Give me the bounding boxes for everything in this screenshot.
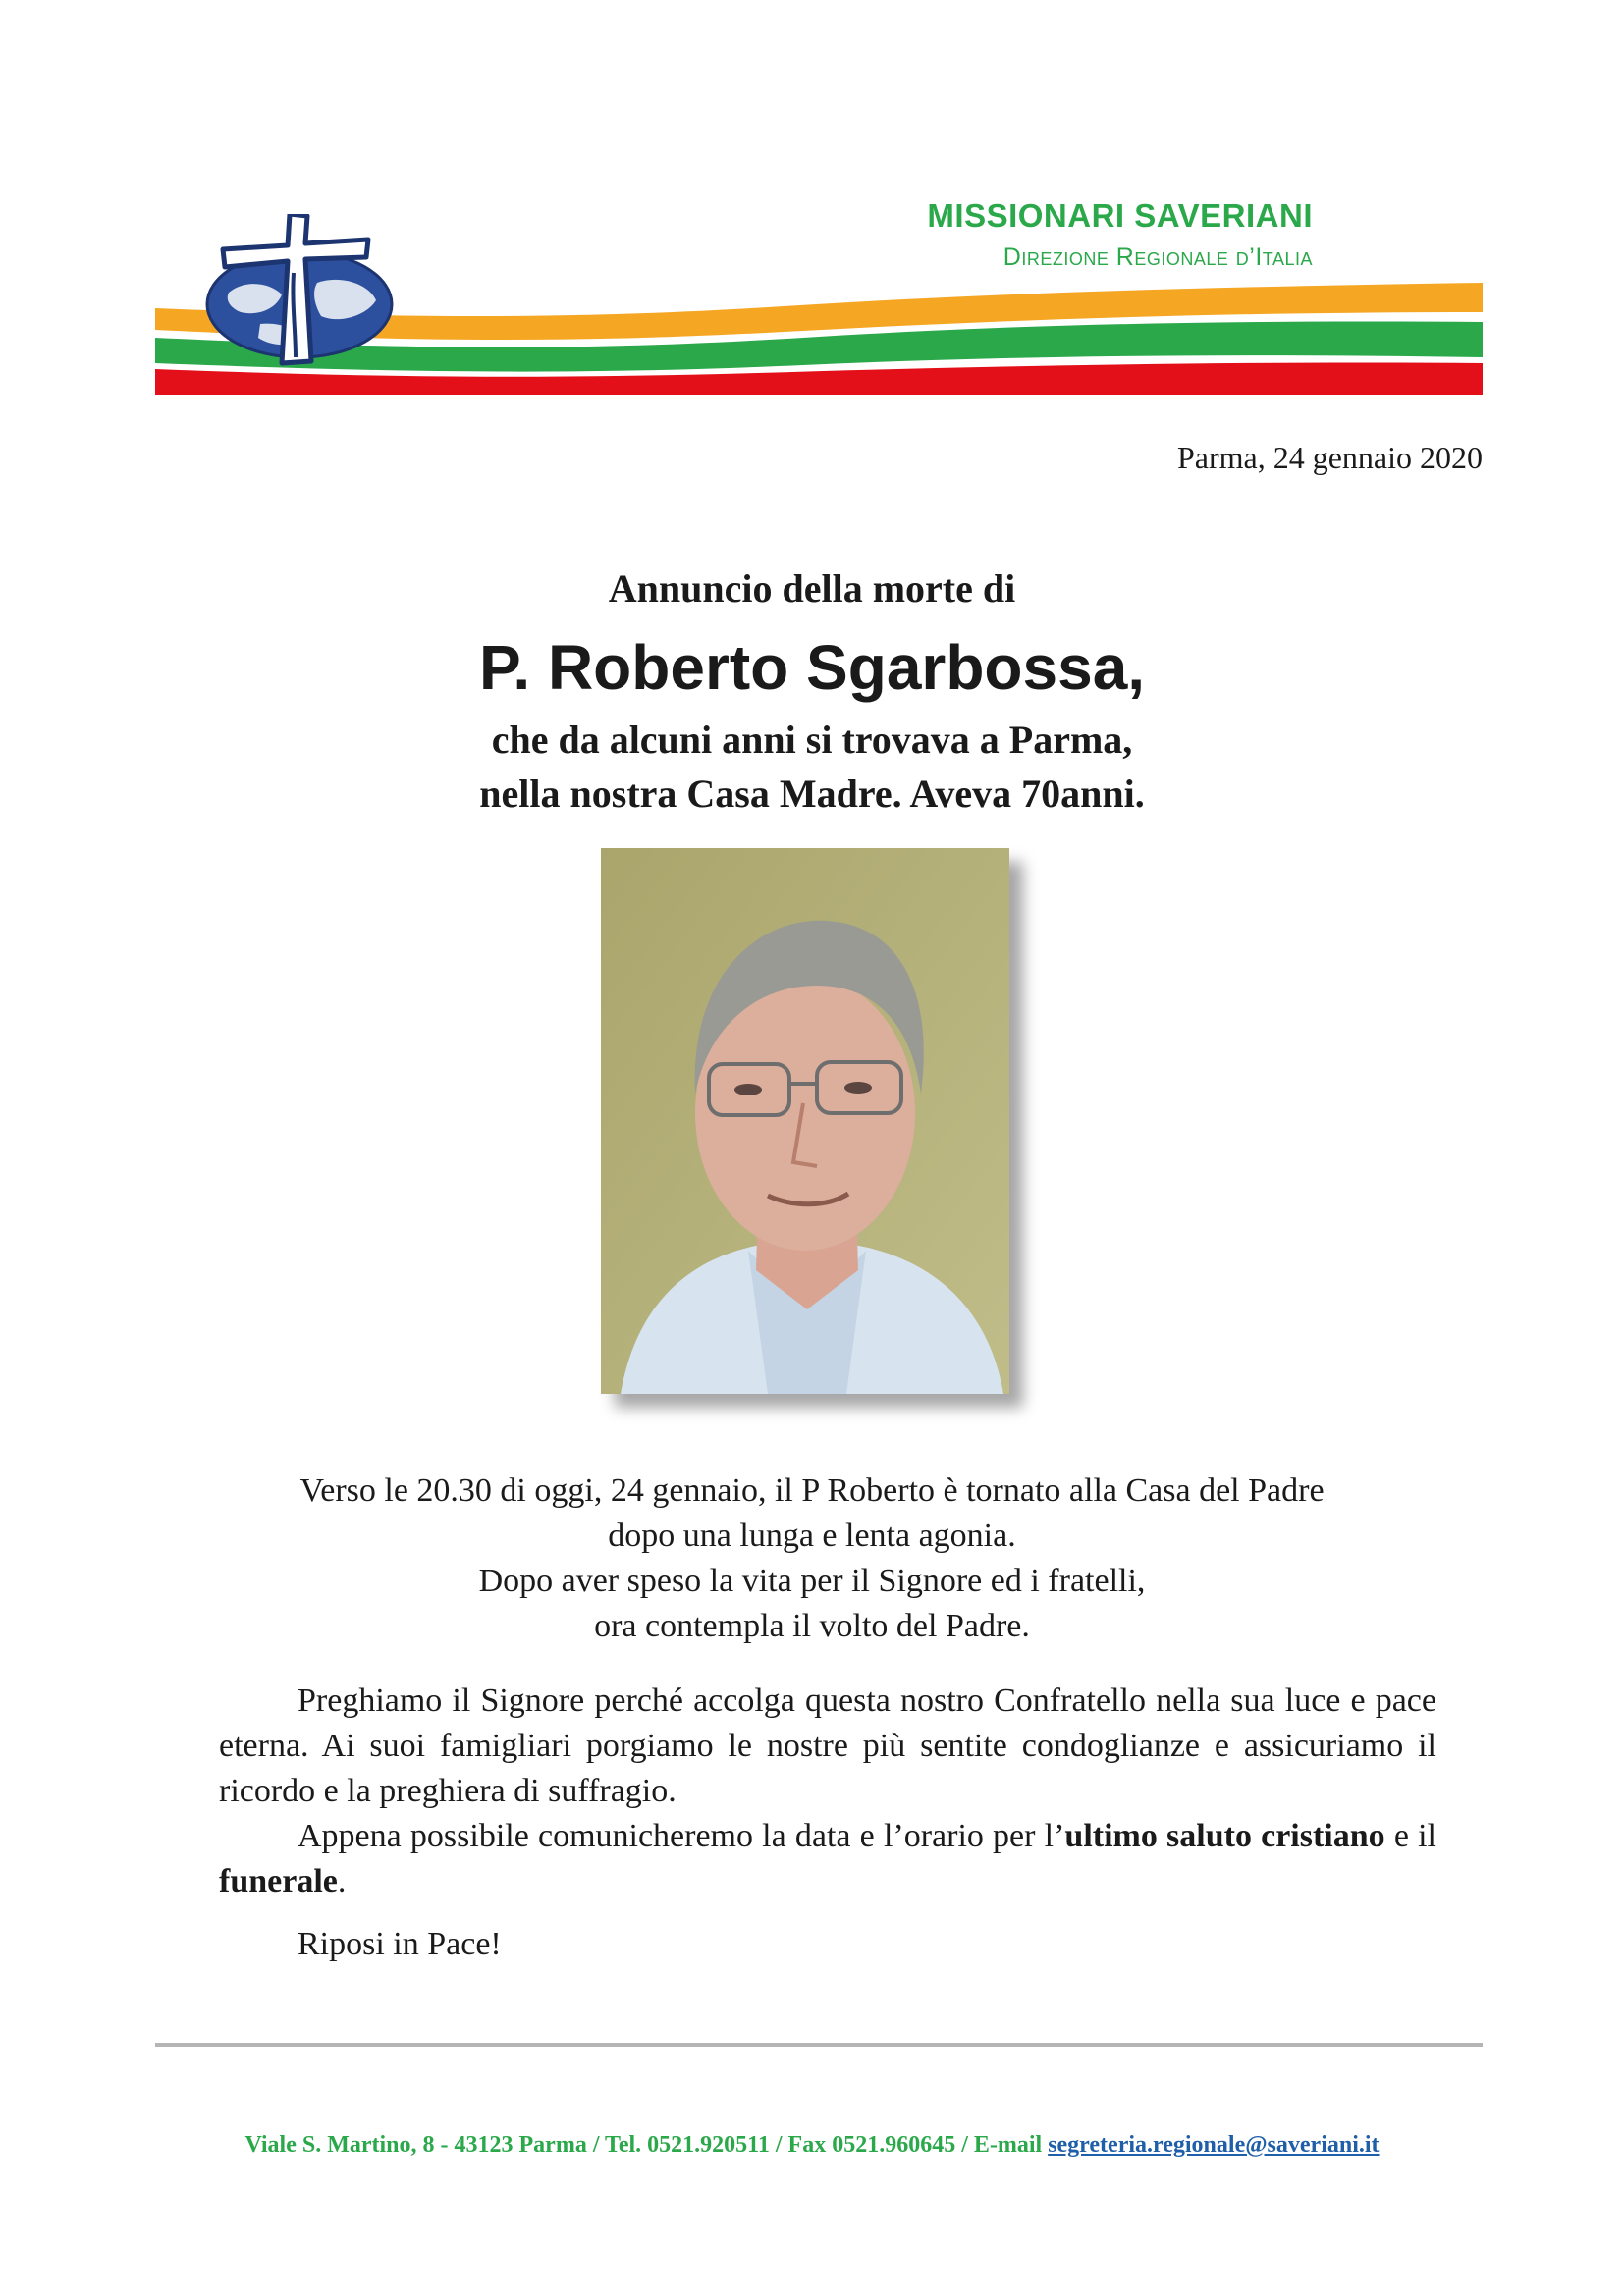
footer-contact	[0, 2132, 1624, 2159]
footer-address: Viale S. Martino, 8 - 43123 Parma / Tel. 0521.920511 / Fax 0521.960645 / E-mail	[244, 2132, 1049, 2158]
document-date: Parma, 24 gennaio 2020	[1176, 440, 1483, 475]
footer-email-link[interactable]: segreteria.regionale@saveriani.it	[1048, 2132, 1380, 2158]
organization-subtitle: Direzione Regionale d’Italia	[1002, 243, 1313, 271]
paragraph-1-line-1: Verso le 20.30 di oggi, 24 gennaio, il P Roberto è tornato alla Casa del Padre	[299, 1472, 1325, 1509]
notice-text-end: .	[337, 1863, 347, 1899]
portrait-photo	[601, 848, 1009, 1394]
announcement-subtitle-line-1: che da alcuni anni si trovava a Parma,	[491, 718, 1133, 762]
paragraph-1-line-3: Dopo aver speso la vita per il Signore ed i fratelli,	[478, 1563, 1146, 1599]
closing-line: Riposi in Pace!	[298, 1926, 502, 1962]
deceased-name: P. Roberto Sgarbossa,	[478, 632, 1146, 703]
announcement-intro: Annuncio della morte di	[608, 566, 1016, 611]
announcement-subtitle-line-2: nella nostra Casa Madre. Aveva 70anni.	[479, 772, 1145, 816]
organization-name: MISSIONARI SAVERIANI	[927, 197, 1313, 234]
funeral-notice-paragraph	[219, 1814, 1436, 1904]
notice-text-start: Appena possibile comunicheremo la data e l’orario per l’	[298, 1818, 1065, 1854]
notice-text-middle: e il	[1384, 1818, 1436, 1854]
saveriani-logo	[201, 214, 398, 366]
notice-bold-farewell: ultimo saluto cristiano	[1064, 1818, 1385, 1854]
notice-bold-funeral: funerale	[219, 1863, 338, 1899]
paragraph-1-line-4: ora contempla il volto del Padre.	[594, 1608, 1030, 1644]
footer-divider	[155, 2043, 1483, 2047]
prayer-paragraph: Preghiamo il Signore perché accolga questa nostro Confratello nella sua luce e pace eterna. Ai suoi famigliari porgiamo le nostre più sentite condoglianze e assicuriamo il ricordo e la preghiera di suffragio.	[219, 1682, 1436, 1809]
paragraph-1-line-2: dopo una lunga e lenta agonia.	[608, 1518, 1016, 1554]
